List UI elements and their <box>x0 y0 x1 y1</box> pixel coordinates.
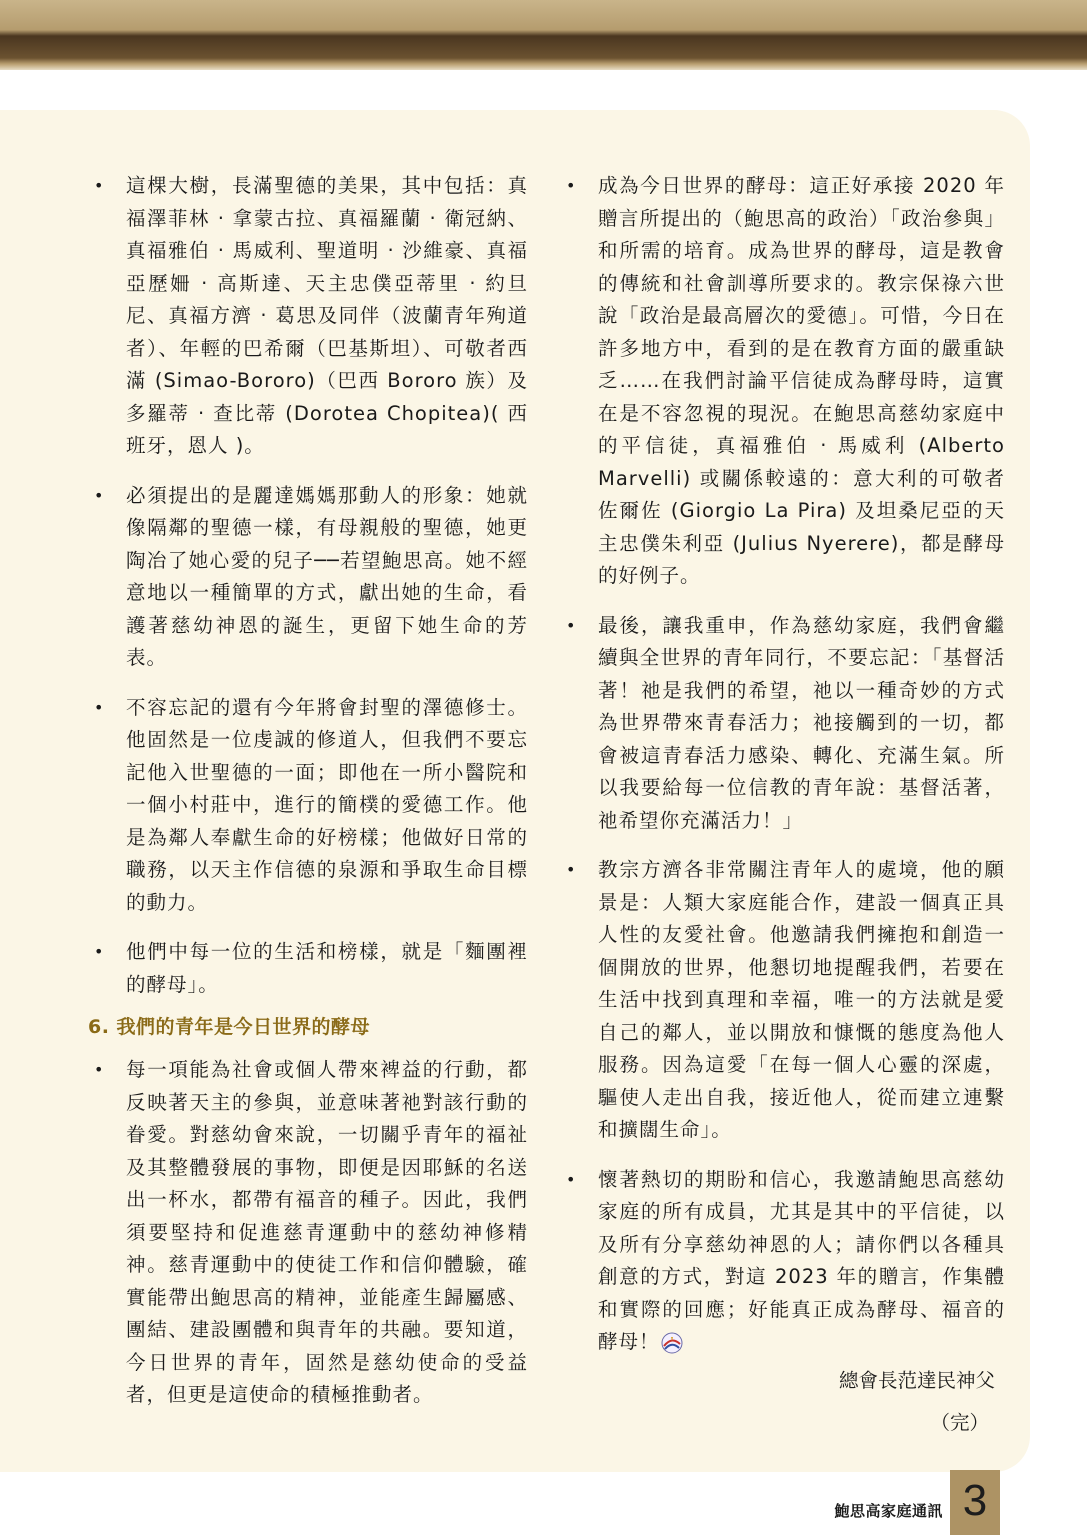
header-band <box>0 0 1087 70</box>
bullet-icon: • <box>566 1169 577 1189</box>
paragraph-text: 成為今日世界的酵母：這正好承接 2020 年贈言所提出的（鮑思高的政治）「政治參與」和所需的培育。成為世界的酵母，這是教會的傳統和社會訓導所要求的。教宗保祿六世說「政治是最高層次的愛德」。可惜，今日在許多地方中，看到的是在教育方面的嚴重缺乏……在我們討論平信徒成為酵母時，這實在是不容忽視的現況。在鮑思高慈幼家庭中的平信徒，真福雅伯 ‧ 馬威利 (Alberto Marvelli) 或關係較遠的：意大利的可敬者佐爾佐 (Giorgio La Pira) 及坦桑尼亞的天主忠僕朱利亞 (Julius Nyerere)，都是酵母的好例子。 <box>598 174 1005 587</box>
paragraph-text: 不容忘記的還有今年將會封聖的澤德修士。他固然是一位虔誠的修道人，但我們不要忘記他入世聖德的一面；即他在一所小醫院和一個小村莊中，進行的簡樸的愛德工作。他是為鄰人奉獻生命的好榜樣；他做好日常的職務，以天主作信德的泉源和爭取生命目標的動力。 <box>126 695 528 914</box>
bullet-list <box>560 170 1005 1359</box>
list-item <box>88 480 528 675</box>
list-item <box>560 170 1005 593</box>
page-number: 3 <box>950 1470 1000 1535</box>
paragraph-text: 必須提出的是麗達媽媽那動人的形象：她就像隔鄰的聖德一樣，有母親般的聖德，她更陶冶了她心愛的兒子──若望鮑思高。她不經意地以一種簡單的方式，獻出她的生命，看護著慈幼神恩的誕生，更留下她生命的芳表。 <box>126 483 528 669</box>
paragraph-text: 懷著熱切的期盼和信心，我邀請鮑思高慈幼家庭的所有成員，尤其是其中的平信徒，以及所有分享慈幼神恩的人；請你們以各種具創意的方式，對這 2023 年的贈言，作集體和實際的回應；好能真正成為酵母、福音的酵母！ <box>598 1167 1005 1353</box>
bullet-icon: • <box>94 942 105 961</box>
paragraph-text: 最後，讓我重申，作為慈幼家庭，我們會繼續與全世界的青年同行，不要忘記：「基督活著！祂是我們的希望，祂以一種奇妙的方式為世界帶來青春活力；祂接觸到的一切，都會被這青春活力感染、轉化、充滿生氣。所以我要給每一位信教的青年說：基督活著，祂希望你充滿活力！」 <box>598 613 1005 832</box>
section-heading: 6. 我們的青年是今日世界的酵母 <box>88 1016 371 1038</box>
bullet-icon: • <box>566 176 577 195</box>
list-item <box>88 692 528 920</box>
signature: 總會長范達民神父 <box>838 1368 995 1392</box>
publication-title: 鮑思高家庭通訊 <box>834 1502 943 1520</box>
bullet-icon: • <box>566 615 577 635</box>
bullet-icon: • <box>94 485 105 505</box>
list-item <box>88 170 528 463</box>
bullet-list <box>88 170 528 1001</box>
list-item <box>560 610 1005 838</box>
list-item <box>88 936 528 1001</box>
salesian-emblem-icon <box>660 1332 684 1354</box>
bullet-icon: • <box>566 860 577 879</box>
paragraph-text: 他們中每一位的生活和榜樣，就是「麵團裡的酵母」。 <box>126 940 528 996</box>
paragraph-text: 這棵大樹，長滿聖德的美果，其中包括：真福澤菲林 ‧ 拿蒙古拉、真福羅蘭 ‧ 衛冠納、真福雅伯 ‧ 馬威利、聖道明 ‧ 沙維豪、真福亞歷姍 ‧ 高斯達、天主忠僕亞蒂里 ‧ 約旦尼、真福方濟 ‧ 葛思及同伴（波蘭青年殉道者）、年輕的巴希爾（巴基斯坦）、可敬者西滿 (Simao-Bororo)（巴西 Bororo 族）及多羅蒂 ‧ 查比蒂 (Dorotea Chopitea)( 西班牙，恩人 )。 <box>126 174 528 457</box>
right-column <box>560 170 1005 1439</box>
bullet-icon: • <box>94 176 105 195</box>
left-column <box>88 170 528 1429</box>
bullet-list <box>88 1054 528 1412</box>
paragraph-text: 教宗方濟各非常關注青年人的處境，他的願景是：人類大家庭能合作，建設一個真正具人性的友愛社會。他邀請我們擁抱和創造一個開放的世界，他懇切地提醒我們，若要在生活中找到真理和幸福，唯一的方法就是愛自己的鄰人，並以開放和慷慨的態度為他人服務。因為這愛「在每一個人心靈的深處，驅使人走出自我，接近他人，從而建立連繫和擴闊生命」。 <box>598 858 1005 1141</box>
bullet-icon: • <box>94 1060 105 1079</box>
end-mark: （完） <box>930 1410 989 1434</box>
bullet-icon: • <box>94 697 105 717</box>
list-item <box>560 854 1005 1147</box>
paragraph-text: 每一項能為社會或個人帶來裨益的行動，都反映著天主的參與，並意味著祂對該行動的眷愛。對慈幼會來說，一切關乎青年的福祉及其整體發展的事物，即便是因耶穌的名送出一杯水，都帶有福音的種子。因此，我們須要堅持和促進慈青運動中的慈幼神修精神。慈青運動中的使徒工作和信仰體驗，確實能帶出鮑思高的精神，並能產生歸屬感、團結、建設團體和與青年的共融。要知道，今日世界的青年，固然是慈幼使命的受益者，但更是這使命的積極推動者。 <box>126 1058 528 1406</box>
list-item <box>88 1054 528 1412</box>
list-item <box>560 1164 1005 1359</box>
